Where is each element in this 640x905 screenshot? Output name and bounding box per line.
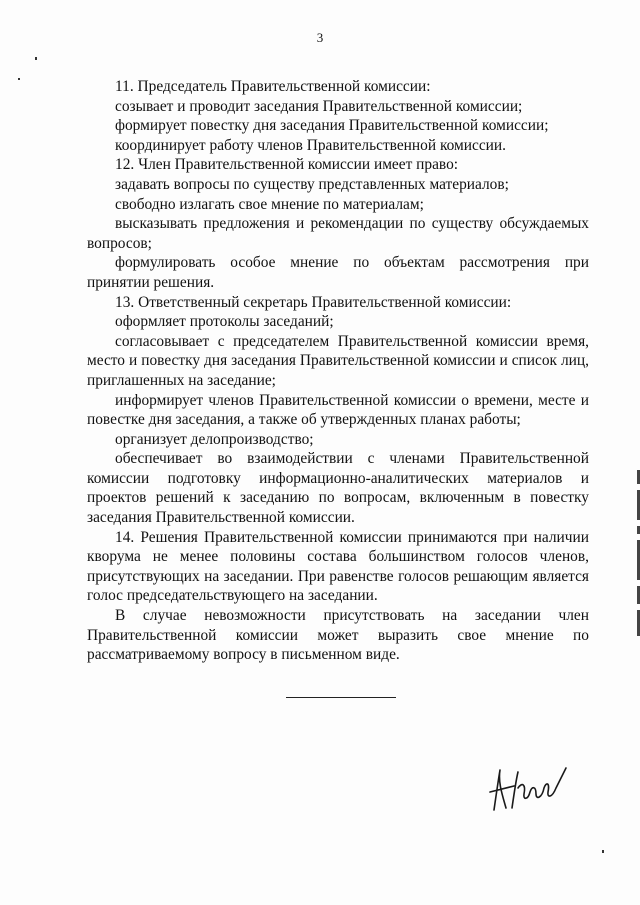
paragraph-secretary-duty: оформляет протоколы заседаний; (115, 313, 334, 331)
paragraph-member-right: формулировать особое мнение по объектам рассмотрения при принятии решения. (87, 254, 589, 291)
scan-speck (35, 57, 37, 60)
paragraph-chairman-duty: созывает и проводит заседания Правительственной комиссии; (115, 97, 523, 115)
paragraph-chairman-duty: координирует работу членов Правительственной комиссии. (115, 136, 506, 154)
paragraph-member-right: высказывать предложения и рекомендации по существу обсуждаемых вопросов; (87, 215, 589, 252)
paragraph-chairman-duty: формирует повестку дня заседания Правительственной комиссии; (115, 117, 549, 135)
end-of-text-rule (286, 697, 396, 698)
paragraph-member-right: свободно излагать свое мнение по материалам; (115, 195, 424, 213)
paragraph-member-right: задавать вопросы по существу представленных материалов; (115, 175, 509, 193)
paragraph-decisions: 14. Решения Правительственной комиссии принимаются при наличии кворума не менее половины состава большинством голосов членов, присутствующих на заседании. При равенстве голосов решающим является голос председательствующего на заседании. (87, 528, 589, 605)
paragraph-written-opinion: В случае невозможности присутствовать на заседании член Правительственной комиссии может выразить свое мнение по рассматриваемому вопросу в письменном виде. (87, 607, 589, 664)
handwritten-signature-icon (486, 764, 572, 814)
paragraph-secretary-duty: согласовывает с председателем Правительственной комиссии время, место и повестку дня заседания Правительственной комиссии и список лиц, приглашенных на заседание; (87, 332, 589, 389)
paragraph-secretary-duty: информирует членов Правительственной комиссии о времени, месте и повестке дня заседания, а также об утвержденных планах работы; (87, 391, 589, 429)
scan-speck (18, 78, 20, 80)
paragraph-secretary-heading: 13. Ответственный секретарь Правительственной комиссии: (115, 293, 512, 311)
paragraph-member-heading: 12. Член Правительственной комиссии имеет право: (115, 156, 459, 174)
scan-speck (602, 850, 604, 853)
paragraph-secretary-duty: обеспечивает во взаимодействии с членами Правительственной комиссии подготовку информационно-аналитических материалов и проектов решений к заседанию по вопросам, включенным в повестку заседания Правительственной комиссии. (87, 450, 589, 527)
paragraph-chairman-heading: 11. Председатель Правительственной комиссии: (115, 78, 431, 95)
paragraph-secretary-duty: организует делопроизводство; (115, 430, 314, 448)
document-body (87, 77, 589, 665)
page-number: 3 (316, 30, 324, 45)
